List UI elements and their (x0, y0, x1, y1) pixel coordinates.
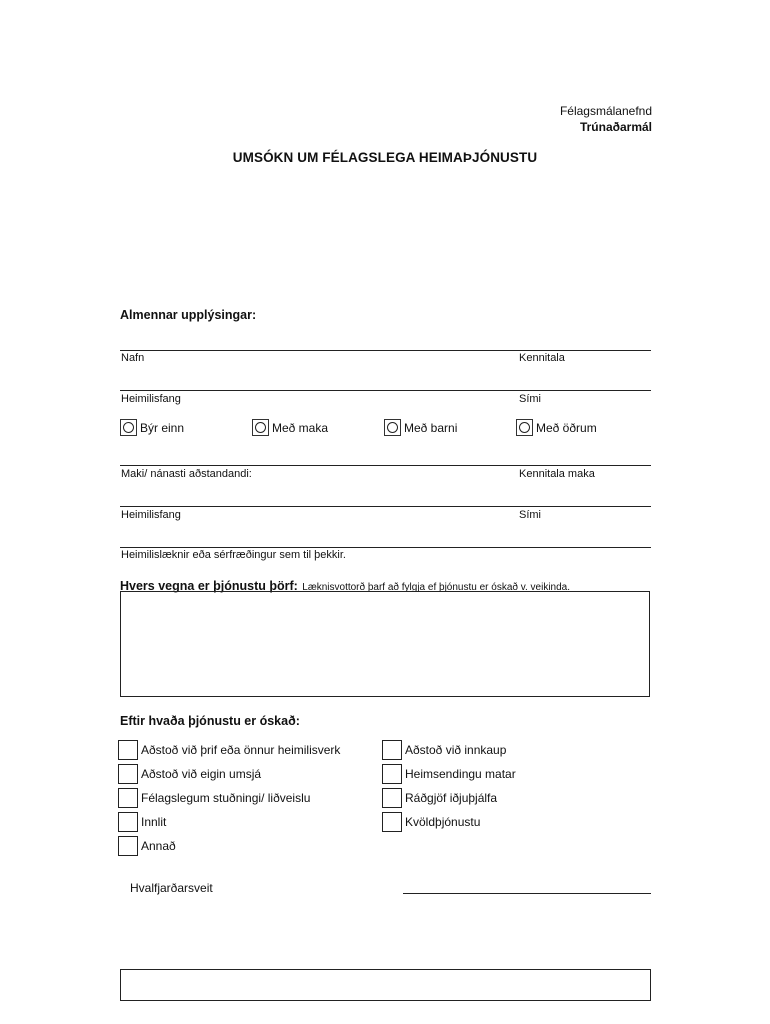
checkbox-label: Kvöldþjónustu (405, 815, 481, 829)
checkbox-label: Aðstoð við innkaup (405, 743, 507, 757)
checkbox-other[interactable] (118, 836, 176, 856)
radio-circle-icon (387, 422, 398, 433)
checkbox-square-icon (382, 788, 402, 808)
checkbox-square-icon (118, 764, 138, 784)
radio-label: Býr einn (140, 420, 185, 435)
checkbox-square-icon (382, 764, 402, 784)
address2-field[interactable] (120, 521, 515, 545)
checkbox-meal-delivery[interactable] (382, 764, 516, 784)
municipality-label: Hvalfjarðarsveit (130, 881, 213, 895)
radio-circle-icon (123, 422, 134, 433)
reason-note: Læknisvottorð þarf að fylgja ef þjónustu er óskað v. veikinda. (302, 582, 571, 593)
checkbox-social-support[interactable] (118, 788, 310, 808)
spouse-kennitala-label: Kennitala maka (519, 468, 595, 480)
checkbox-square-icon (118, 812, 138, 832)
checkbox-label: Aðstoð við eigin umsjá (141, 767, 262, 781)
spouse-kennitala-field[interactable] (518, 480, 651, 504)
divider (120, 506, 651, 507)
checkbox-label: Ráðgjöf iðjuþjálfa (405, 791, 498, 805)
signature-line[interactable] (403, 893, 651, 894)
checkbox-label: Heimsendingu matar (405, 767, 516, 781)
address2-field-label: Heimilisfang (121, 509, 181, 521)
radio-label: Með barni (404, 420, 458, 435)
doctor-field-label: Heimilislæknir eða sérfræðingur sem til þekkir. (121, 549, 346, 561)
checkbox-check-in[interactable] (118, 812, 166, 832)
checkbox-occupational-therapy[interactable] (382, 788, 497, 808)
divider (120, 350, 651, 351)
checkbox-square-icon (118, 788, 138, 808)
checkbox-label: Aðstoð við þrif eða önnur heimilisverk (141, 743, 341, 757)
committee-name: Félagsmálanefnd (559, 104, 652, 118)
radio-with-others[interactable] (516, 419, 597, 436)
phone2-field-label: Sími (519, 509, 541, 521)
checkbox-personal-care[interactable] (118, 764, 261, 784)
reason-text-area[interactable] (120, 591, 650, 697)
checkbox-square-icon (118, 740, 138, 760)
spouse-field[interactable] (120, 480, 515, 504)
kennitala-field[interactable] (518, 364, 651, 388)
checkbox-square-icon (382, 740, 402, 760)
kennitala-field-label: Kennitala (519, 352, 565, 364)
checkbox-label: Annað (141, 839, 176, 853)
reason-heading: Hvers vegna er þjónustu þörf: (120, 579, 298, 593)
phone-field-label: Sími (519, 393, 541, 405)
radio-label: Með maka (272, 420, 329, 435)
phone2-field[interactable] (518, 521, 651, 545)
checkbox-label: Innlit (141, 815, 167, 829)
spouse-field-label: Maki/ nánasti aðstandandi: (121, 468, 252, 480)
page-title: UMSÓKN UM FÉLAGSLEGA HEIMAÞJÓNUSTU (232, 150, 538, 165)
name-field[interactable] (120, 364, 515, 388)
radio-with-spouse[interactable] (252, 419, 328, 436)
radio-circle-icon (255, 422, 266, 433)
bottom-box (120, 969, 651, 1001)
radio-circle-icon (519, 422, 530, 433)
checkbox-cleaning[interactable] (118, 740, 340, 760)
confidential-label: Trúnaðarmál (579, 120, 652, 134)
general-info-heading: Almennar upplýsingar: (120, 308, 257, 322)
divider (120, 547, 651, 548)
checkbox-square-icon (118, 836, 138, 856)
address-field-label: Heimilisfang (121, 393, 181, 405)
divider (120, 390, 651, 391)
radio-lives-alone[interactable] (120, 419, 184, 436)
radio-label: Með öðrum (536, 420, 597, 435)
checkbox-label: Félagslegum stuðningi/ liðveislu (141, 791, 311, 805)
name-field-label: Nafn (121, 352, 145, 364)
checkbox-square-icon (382, 812, 402, 832)
checkbox-evening-service[interactable] (382, 812, 480, 832)
radio-with-child[interactable] (384, 419, 457, 436)
divider (120, 465, 651, 466)
services-heading: Eftir hvaða þjónustu er óskað: (120, 714, 300, 728)
checkbox-shopping[interactable] (382, 740, 506, 760)
